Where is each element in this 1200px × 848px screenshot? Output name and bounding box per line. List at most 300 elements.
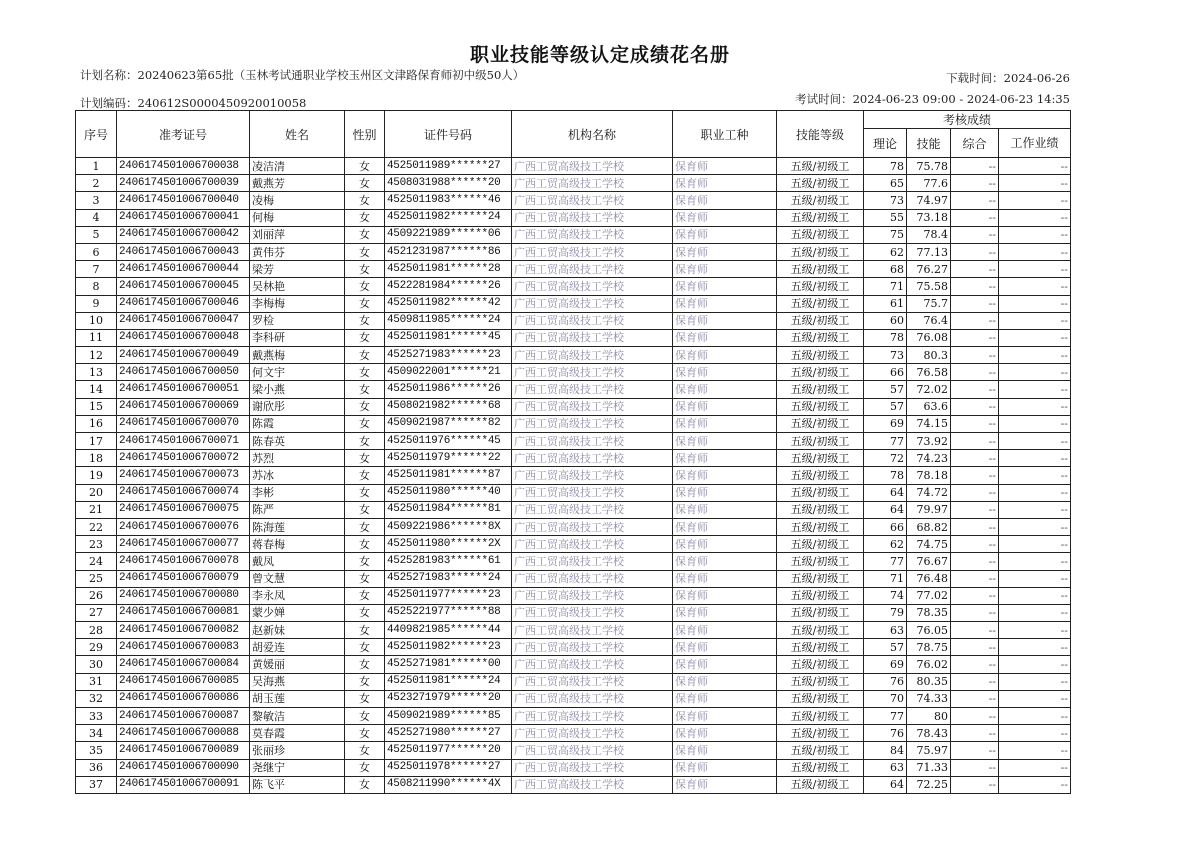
cell-theory: 62 bbox=[864, 536, 907, 553]
cell-overall: -- bbox=[951, 604, 999, 621]
cell-name: 陈飞平 bbox=[250, 776, 345, 793]
table-row bbox=[76, 175, 1071, 192]
cell-seq: 31 bbox=[76, 673, 117, 690]
cell-work: -- bbox=[999, 708, 1071, 725]
cell-skill: 74.75 bbox=[907, 536, 951, 553]
cell-overall: -- bbox=[951, 243, 999, 260]
cell-work: -- bbox=[999, 759, 1071, 776]
cell-org: 广西工贸高级技工学校 bbox=[512, 329, 673, 346]
cell-work: -- bbox=[999, 450, 1071, 467]
cell-ticket: 2406174501006700075 bbox=[117, 501, 250, 518]
cell-id-no: 4525271983******23 bbox=[385, 347, 512, 364]
cell-skill: 73.18 bbox=[907, 209, 951, 226]
cell-gender: 女 bbox=[345, 226, 385, 243]
table-row bbox=[76, 742, 1071, 759]
cell-seq: 26 bbox=[76, 587, 117, 604]
cell-overall: -- bbox=[951, 639, 999, 656]
cell-overall: -- bbox=[951, 553, 999, 570]
cell-skill: 76.08 bbox=[907, 329, 951, 346]
cell-level: 五级/初级工 bbox=[777, 450, 864, 467]
col-header-name: 姓名 bbox=[250, 111, 345, 158]
cell-seq: 12 bbox=[76, 347, 117, 364]
cell-ticket: 2406174501006700079 bbox=[117, 570, 250, 587]
cell-id-no: 4508031988******20 bbox=[385, 175, 512, 192]
cell-ticket: 2406174501006700091 bbox=[117, 776, 250, 793]
cell-name: 尧继宁 bbox=[250, 759, 345, 776]
cell-work: -- bbox=[999, 484, 1071, 501]
cell-level: 五级/初级工 bbox=[777, 175, 864, 192]
cell-job: 保育师 bbox=[673, 381, 777, 398]
cell-org: 广西工贸高级技工学校 bbox=[512, 415, 673, 432]
cell-gender: 女 bbox=[345, 347, 385, 364]
cell-job: 保育师 bbox=[673, 673, 777, 690]
cell-org: 广西工贸高级技工学校 bbox=[512, 708, 673, 725]
cell-name: 罗检 bbox=[250, 312, 345, 329]
cell-level: 五级/初级工 bbox=[777, 587, 864, 604]
cell-ticket: 2406174501006700050 bbox=[117, 364, 250, 381]
cell-ticket: 2406174501006700069 bbox=[117, 398, 250, 415]
cell-level: 五级/初级工 bbox=[777, 759, 864, 776]
table-row bbox=[76, 570, 1071, 587]
cell-name: 黎敏洁 bbox=[250, 708, 345, 725]
cell-ticket: 2406174501006700088 bbox=[117, 725, 250, 742]
cell-gender: 女 bbox=[345, 759, 385, 776]
cell-gender: 女 bbox=[345, 587, 385, 604]
cell-theory: 73 bbox=[864, 192, 907, 209]
cell-seq: 32 bbox=[76, 690, 117, 707]
cell-theory: 77 bbox=[864, 553, 907, 570]
plan-name: 计划名称：20240623第65批（玉林考试通职业学校玉州区文津路保育师初中级50人） bbox=[80, 68, 525, 82]
table-row bbox=[76, 364, 1071, 381]
cell-gender: 女 bbox=[345, 518, 385, 535]
cell-theory: 63 bbox=[864, 622, 907, 639]
cell-theory: 66 bbox=[864, 364, 907, 381]
cell-level: 五级/初级工 bbox=[777, 415, 864, 432]
table-row bbox=[76, 381, 1071, 398]
cell-overall: -- bbox=[951, 725, 999, 742]
cell-gender: 女 bbox=[345, 243, 385, 260]
cell-job: 保育师 bbox=[673, 243, 777, 260]
cell-seq: 4 bbox=[76, 209, 117, 226]
cell-gender: 女 bbox=[345, 450, 385, 467]
cell-overall: -- bbox=[951, 433, 999, 450]
cell-gender: 女 bbox=[345, 209, 385, 226]
cell-id-no: 4525011981******45 bbox=[385, 329, 512, 346]
cell-work: -- bbox=[999, 536, 1071, 553]
cell-skill: 79.97 bbox=[907, 501, 951, 518]
cell-overall: -- bbox=[951, 622, 999, 639]
cell-overall: -- bbox=[951, 759, 999, 776]
cell-theory: 70 bbox=[864, 690, 907, 707]
cell-level: 五级/初级工 bbox=[777, 226, 864, 243]
cell-level: 五级/初级工 bbox=[777, 243, 864, 260]
cell-ticket: 2406174501006700046 bbox=[117, 295, 250, 312]
cell-level: 五级/初级工 bbox=[777, 433, 864, 450]
cell-ticket: 2406174501006700044 bbox=[117, 261, 250, 278]
cell-name: 胡爱连 bbox=[250, 639, 345, 656]
cell-work: -- bbox=[999, 261, 1071, 278]
cell-org: 广西工贸高级技工学校 bbox=[512, 570, 673, 587]
cell-job: 保育师 bbox=[673, 158, 777, 175]
cell-name: 曾文慧 bbox=[250, 570, 345, 587]
cell-theory: 77 bbox=[864, 433, 907, 450]
cell-theory: 64 bbox=[864, 776, 907, 793]
cell-work: -- bbox=[999, 175, 1071, 192]
cell-level: 五级/初级工 bbox=[777, 622, 864, 639]
cell-ticket: 2406174501006700042 bbox=[117, 226, 250, 243]
table-row bbox=[76, 484, 1071, 501]
cell-skill: 78.75 bbox=[907, 639, 951, 656]
cell-seq: 9 bbox=[76, 295, 117, 312]
cell-gender: 女 bbox=[345, 398, 385, 415]
cell-overall: -- bbox=[951, 673, 999, 690]
cell-seq: 11 bbox=[76, 329, 117, 346]
cell-id-no: 4525011979******22 bbox=[385, 450, 512, 467]
cell-id-no: 4525011982******42 bbox=[385, 295, 512, 312]
cell-level: 五级/初级工 bbox=[777, 725, 864, 742]
cell-work: -- bbox=[999, 553, 1071, 570]
table-row bbox=[76, 243, 1071, 260]
col-header-org: 机构名称 bbox=[512, 111, 673, 158]
cell-name: 刘丽萍 bbox=[250, 226, 345, 243]
cell-work: -- bbox=[999, 501, 1071, 518]
cell-ticket: 2406174501006700090 bbox=[117, 759, 250, 776]
table-row bbox=[76, 656, 1071, 673]
cell-job: 保育师 bbox=[673, 209, 777, 226]
cell-id-no: 4525271983******24 bbox=[385, 570, 512, 587]
cell-id-no: 4525011980******40 bbox=[385, 484, 512, 501]
cell-gender: 女 bbox=[345, 261, 385, 278]
cell-org: 广西工贸高级技工学校 bbox=[512, 690, 673, 707]
cell-theory: 69 bbox=[864, 415, 907, 432]
cell-gender: 女 bbox=[345, 604, 385, 621]
cell-id-no: 4525011981******28 bbox=[385, 261, 512, 278]
cell-ticket: 2406174501006700076 bbox=[117, 518, 250, 535]
cell-theory: 79 bbox=[864, 604, 907, 621]
cell-gender: 女 bbox=[345, 673, 385, 690]
cell-skill: 74.97 bbox=[907, 192, 951, 209]
cell-level: 五级/初级工 bbox=[777, 381, 864, 398]
cell-id-no: 4525011986******26 bbox=[385, 381, 512, 398]
cell-job: 保育师 bbox=[673, 725, 777, 742]
cell-job: 保育师 bbox=[673, 226, 777, 243]
cell-overall: -- bbox=[951, 690, 999, 707]
cell-org: 广西工贸高级技工学校 bbox=[512, 759, 673, 776]
cell-seq: 33 bbox=[76, 708, 117, 725]
col-header-scores: 考核成绩 bbox=[864, 111, 1071, 129]
table-row bbox=[76, 673, 1071, 690]
cell-id-no: 4508021982******68 bbox=[385, 398, 512, 415]
cell-ticket: 2406174501006700089 bbox=[117, 742, 250, 759]
cell-theory: 84 bbox=[864, 742, 907, 759]
cell-overall: -- bbox=[951, 587, 999, 604]
cell-gender: 女 bbox=[345, 553, 385, 570]
cell-level: 五级/初级工 bbox=[777, 347, 864, 364]
table-row bbox=[76, 518, 1071, 535]
cell-job: 保育师 bbox=[673, 604, 777, 621]
cell-level: 五级/初级工 bbox=[777, 278, 864, 295]
cell-id-no: 4509021987******82 bbox=[385, 415, 512, 432]
cell-theory: 69 bbox=[864, 656, 907, 673]
cell-seq: 19 bbox=[76, 467, 117, 484]
cell-gender: 女 bbox=[345, 467, 385, 484]
cell-job: 保育师 bbox=[673, 329, 777, 346]
cell-name: 李彬 bbox=[250, 484, 345, 501]
table-body bbox=[76, 158, 1071, 794]
cell-ticket: 2406174501006700039 bbox=[117, 175, 250, 192]
cell-job: 保育师 bbox=[673, 690, 777, 707]
col-header-seq: 序号 bbox=[76, 111, 117, 158]
cell-overall: -- bbox=[951, 192, 999, 209]
cell-skill: 63.6 bbox=[907, 398, 951, 415]
cell-level: 五级/初级工 bbox=[777, 398, 864, 415]
cell-org: 广西工贸高级技工学校 bbox=[512, 433, 673, 450]
cell-org: 广西工贸高级技工学校 bbox=[512, 450, 673, 467]
cell-seq: 17 bbox=[76, 433, 117, 450]
table-row bbox=[76, 690, 1071, 707]
cell-org: 广西工贸高级技工学校 bbox=[512, 484, 673, 501]
cell-job: 保育师 bbox=[673, 261, 777, 278]
cell-org: 广西工贸高级技工学校 bbox=[512, 347, 673, 364]
cell-name: 黄媛丽 bbox=[250, 656, 345, 673]
cell-theory: 78 bbox=[864, 329, 907, 346]
table-row bbox=[76, 192, 1071, 209]
cell-job: 保育师 bbox=[673, 501, 777, 518]
cell-job: 保育师 bbox=[673, 570, 777, 587]
cell-overall: -- bbox=[951, 381, 999, 398]
cell-id-no: 4523271979******20 bbox=[385, 690, 512, 707]
cell-id-no: 4525011982******24 bbox=[385, 209, 512, 226]
cell-theory: 64 bbox=[864, 484, 907, 501]
table-row bbox=[76, 347, 1071, 364]
cell-name: 梁小燕 bbox=[250, 381, 345, 398]
cell-ticket: 2406174501006700048 bbox=[117, 329, 250, 346]
cell-id-no: 4525011984******81 bbox=[385, 501, 512, 518]
cell-skill: 76.48 bbox=[907, 570, 951, 587]
cell-seq: 1 bbox=[76, 158, 117, 175]
cell-job: 保育师 bbox=[673, 587, 777, 604]
cell-work: -- bbox=[999, 570, 1071, 587]
cell-skill: 76.05 bbox=[907, 622, 951, 639]
cell-skill: 74.15 bbox=[907, 415, 951, 432]
cell-seq: 22 bbox=[76, 518, 117, 535]
cell-ticket: 2406174501006700081 bbox=[117, 604, 250, 621]
cell-skill: 74.33 bbox=[907, 690, 951, 707]
col-header-ticket: 准考证号 bbox=[117, 111, 250, 158]
cell-work: -- bbox=[999, 295, 1071, 312]
table-row bbox=[76, 329, 1071, 346]
cell-gender: 女 bbox=[345, 639, 385, 656]
cell-theory: 76 bbox=[864, 673, 907, 690]
cell-ticket: 2406174501006700074 bbox=[117, 484, 250, 501]
cell-seq: 28 bbox=[76, 622, 117, 639]
cell-ticket: 2406174501006700083 bbox=[117, 639, 250, 656]
cell-work: -- bbox=[999, 587, 1071, 604]
cell-id-no: 4525011978******27 bbox=[385, 759, 512, 776]
cell-gender: 女 bbox=[345, 708, 385, 725]
table-row bbox=[76, 639, 1071, 656]
cell-org: 广西工贸高级技工学校 bbox=[512, 501, 673, 518]
cell-name: 戴燕芳 bbox=[250, 175, 345, 192]
cell-org: 广西工贸高级技工学校 bbox=[512, 604, 673, 621]
cell-id-no: 4525271981******00 bbox=[385, 656, 512, 673]
cell-overall: -- bbox=[951, 708, 999, 725]
cell-ticket: 2406174501006700078 bbox=[117, 553, 250, 570]
table-row bbox=[76, 587, 1071, 604]
cell-id-no: 4525011983******46 bbox=[385, 192, 512, 209]
cell-gender: 女 bbox=[345, 570, 385, 587]
cell-level: 五级/初级工 bbox=[777, 776, 864, 793]
cell-name: 李梅梅 bbox=[250, 295, 345, 312]
cell-level: 五级/初级工 bbox=[777, 484, 864, 501]
cell-overall: -- bbox=[951, 278, 999, 295]
cell-seq: 37 bbox=[76, 776, 117, 793]
cell-work: -- bbox=[999, 226, 1071, 243]
cell-work: -- bbox=[999, 192, 1071, 209]
cell-job: 保育师 bbox=[673, 312, 777, 329]
cell-name: 赵新妹 bbox=[250, 622, 345, 639]
cell-org: 广西工贸高级技工学校 bbox=[512, 364, 673, 381]
cell-gender: 女 bbox=[345, 622, 385, 639]
col-header-id-no: 证件号码 bbox=[385, 111, 512, 158]
cell-gender: 女 bbox=[345, 158, 385, 175]
cell-ticket: 2406174501006700073 bbox=[117, 467, 250, 484]
cell-work: -- bbox=[999, 209, 1071, 226]
cell-id-no: 4509221986******8X bbox=[385, 518, 512, 535]
cell-level: 五级/初级工 bbox=[777, 295, 864, 312]
cell-seq: 7 bbox=[76, 261, 117, 278]
table-row bbox=[76, 759, 1071, 776]
cell-name: 张丽珍 bbox=[250, 742, 345, 759]
table-row bbox=[76, 501, 1071, 518]
cell-work: -- bbox=[999, 622, 1071, 639]
cell-job: 保育师 bbox=[673, 467, 777, 484]
download-time: 下载时间：2024-06-26 bbox=[946, 71, 1070, 85]
cell-level: 五级/初级工 bbox=[777, 192, 864, 209]
col-header-overall: 综合 bbox=[951, 129, 999, 158]
cell-ticket: 2406174501006700084 bbox=[117, 656, 250, 673]
cell-ticket: 2406174501006700071 bbox=[117, 433, 250, 450]
cell-job: 保育师 bbox=[673, 639, 777, 656]
cell-gender: 女 bbox=[345, 690, 385, 707]
table-row bbox=[76, 398, 1071, 415]
cell-level: 五级/初级工 bbox=[777, 158, 864, 175]
cell-org: 广西工贸高级技工学校 bbox=[512, 192, 673, 209]
cell-work: -- bbox=[999, 518, 1071, 535]
cell-job: 保育师 bbox=[673, 484, 777, 501]
cell-seq: 36 bbox=[76, 759, 117, 776]
cell-job: 保育师 bbox=[673, 175, 777, 192]
cell-id-no: 4525011980******2X bbox=[385, 536, 512, 553]
cell-work: -- bbox=[999, 158, 1071, 175]
cell-overall: -- bbox=[951, 312, 999, 329]
cell-name: 李永凤 bbox=[250, 587, 345, 604]
cell-work: -- bbox=[999, 278, 1071, 295]
cell-overall: -- bbox=[951, 501, 999, 518]
cell-name: 苏冰 bbox=[250, 467, 345, 484]
cell-theory: 76 bbox=[864, 725, 907, 742]
cell-name: 李科研 bbox=[250, 329, 345, 346]
cell-name: 黄伟芬 bbox=[250, 243, 345, 260]
cell-org: 广西工贸高级技工学校 bbox=[512, 226, 673, 243]
cell-org: 广西工贸高级技工学校 bbox=[512, 175, 673, 192]
cell-seq: 10 bbox=[76, 312, 117, 329]
cell-theory: 62 bbox=[864, 243, 907, 260]
cell-ticket: 2406174501006700051 bbox=[117, 381, 250, 398]
cell-ticket: 2406174501006700077 bbox=[117, 536, 250, 553]
cell-name: 陈霞 bbox=[250, 415, 345, 432]
cell-org: 广西工贸高级技工学校 bbox=[512, 295, 673, 312]
cell-theory: 71 bbox=[864, 570, 907, 587]
cell-name: 陈海莲 bbox=[250, 518, 345, 535]
table-row bbox=[76, 604, 1071, 621]
cell-name: 谢欣彤 bbox=[250, 398, 345, 415]
cell-gender: 女 bbox=[345, 175, 385, 192]
cell-overall: -- bbox=[951, 467, 999, 484]
cell-seq: 29 bbox=[76, 639, 117, 656]
cell-seq: 23 bbox=[76, 536, 117, 553]
cell-id-no: 4508211990******4X bbox=[385, 776, 512, 793]
cell-level: 五级/初级工 bbox=[777, 604, 864, 621]
cell-name: 何文宇 bbox=[250, 364, 345, 381]
cell-job: 保育师 bbox=[673, 192, 777, 209]
cell-gender: 女 bbox=[345, 329, 385, 346]
cell-ticket: 2406174501006700047 bbox=[117, 312, 250, 329]
cell-skill: 80.35 bbox=[907, 673, 951, 690]
cell-level: 五级/初级工 bbox=[777, 690, 864, 707]
cell-work: -- bbox=[999, 398, 1071, 415]
cell-name: 胡玉莲 bbox=[250, 690, 345, 707]
cell-org: 广西工贸高级技工学校 bbox=[512, 639, 673, 656]
cell-skill: 76.67 bbox=[907, 553, 951, 570]
cell-gender: 女 bbox=[345, 501, 385, 518]
cell-job: 保育师 bbox=[673, 759, 777, 776]
cell-skill: 78.4 bbox=[907, 226, 951, 243]
cell-id-no: 4409821985******44 bbox=[385, 622, 512, 639]
cell-job: 保育师 bbox=[673, 450, 777, 467]
cell-level: 五级/初级工 bbox=[777, 467, 864, 484]
cell-skill: 74.72 bbox=[907, 484, 951, 501]
cell-seq: 30 bbox=[76, 656, 117, 673]
cell-skill: 75.78 bbox=[907, 158, 951, 175]
cell-id-no: 4522281984******26 bbox=[385, 278, 512, 295]
cell-gender: 女 bbox=[345, 381, 385, 398]
cell-work: -- bbox=[999, 329, 1071, 346]
cell-seq: 15 bbox=[76, 398, 117, 415]
cell-theory: 64 bbox=[864, 501, 907, 518]
cell-theory: 74 bbox=[864, 587, 907, 604]
cell-id-no: 4525011982******23 bbox=[385, 639, 512, 656]
cell-ticket: 2406174501006700038 bbox=[117, 158, 250, 175]
cell-level: 五级/初级工 bbox=[777, 364, 864, 381]
cell-gender: 女 bbox=[345, 776, 385, 793]
cell-theory: 60 bbox=[864, 312, 907, 329]
cell-name: 吴林艳 bbox=[250, 278, 345, 295]
cell-level: 五级/初级工 bbox=[777, 742, 864, 759]
cell-skill: 73.92 bbox=[907, 433, 951, 450]
cell-work: -- bbox=[999, 364, 1071, 381]
cell-skill: 80 bbox=[907, 708, 951, 725]
table-row bbox=[76, 708, 1071, 725]
cell-ticket: 2406174501006700082 bbox=[117, 622, 250, 639]
cell-gender: 女 bbox=[345, 536, 385, 553]
cell-org: 广西工贸高级技工学校 bbox=[512, 622, 673, 639]
cell-gender: 女 bbox=[345, 656, 385, 673]
cell-overall: -- bbox=[951, 398, 999, 415]
cell-theory: 57 bbox=[864, 381, 907, 398]
cell-work: -- bbox=[999, 604, 1071, 621]
cell-overall: -- bbox=[951, 742, 999, 759]
